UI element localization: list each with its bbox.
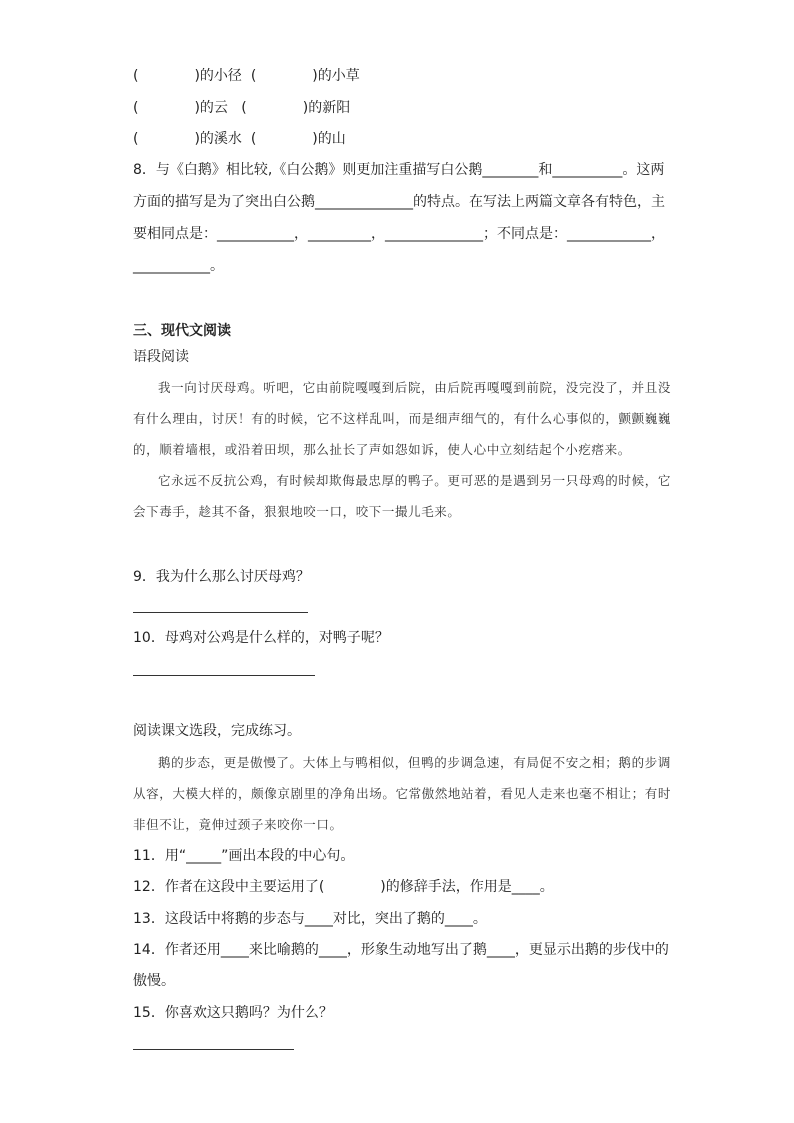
question-10: 10．母鸡对公鸡是什么样的，对鸭子呢？ (133, 630, 389, 646)
question-12: 12．作者在这段中主要运用了( )的修辞手法，作用是____。 (133, 879, 554, 895)
question-14-line-1: 14．作者还用____来比喻鹅的____，形象生动地写出了鹅____，更显示出鹅的步伐中的 (133, 942, 669, 958)
hen-passage-paragraph-1: 我一向讨厌母鸡。听吧，它由前院嘎嘎到后院，由后院再嘎嘎到前院，没完没了，并且没有什么理由，讨厌！有的时候，它不这样乱叫，而是细声细气的，有什么心事似的，颤颤巍巍的，顺着墙根，或沿着田坝，那么扯长了声如怨如诉，使人心中立刻结起个小疙瘩来。 (133, 380, 671, 457)
fill-blank-line-1: ( )的小径 ( )的小草 (133, 68, 360, 84)
question-8-line-3: 要相同点是：___________，_________，______________；不同点是：____________， (133, 226, 665, 242)
goose-passage-paragraph-1: 鹅的步态，更是傲慢了。大体上与鸭相似，但鸭的步调急速，有局促不安之相；鹅的步调从容，大模大样的，颇像京剧里的净角出场。它常傲然地站着，看见人走来也毫不相让；有时非但不让，竟伸过颈子来咬你一口。 (133, 755, 671, 832)
question-11: 11．用“_____”画出本段的中心句。 (133, 848, 355, 864)
hen-passage-paragraph-2: 它永远不反抗公鸡，有时候却欺侮最忠厚的鸭子。更可恶的是遇到另一只母鸡的时候，它会下毒手，趁其不备，狠狠地咬一口，咬下一撮儿毛来。 (133, 473, 671, 519)
fill-blank-line-3: ( )的溪水 ( )的山 (133, 131, 346, 147)
goose-passage (133, 747, 671, 840)
hen-passage (133, 372, 671, 527)
answer-line-15[interactable] (133, 1049, 294, 1050)
question-14-line-2: 傲慢。 (133, 973, 175, 989)
question-13: 13．这段话中将鹅的步态与____对比，突出了鹅的____。 (133, 911, 487, 927)
section-b-intro: 阅读课文选段，完成练习。 (133, 723, 301, 739)
section-3-subtitle: 语段阅读 (133, 349, 189, 365)
answer-line-9[interactable] (133, 612, 308, 613)
question-8-line-1: 8．与《白鹅》相比较,《白公鹅》则更加注重描写白公鹅________和__________。这两 (133, 162, 665, 178)
fill-blank-line-2: ( )的云 ( )的新阳 (133, 100, 351, 116)
section-3-title: 三、现代文阅读 (133, 323, 231, 339)
question-8-line-4: ___________。 (133, 258, 224, 274)
question-8-line-2: 方面的描写是为了突出白公鹅______________的特点。在写法上两篇文章各有特色，主 (133, 194, 665, 210)
question-9: 9．我为什么那么讨厌母鸡？ (133, 569, 310, 585)
answer-line-10[interactable] (133, 675, 315, 676)
question-15: 15．你喜欢这只鹅吗？为什么？ (133, 1005, 333, 1021)
